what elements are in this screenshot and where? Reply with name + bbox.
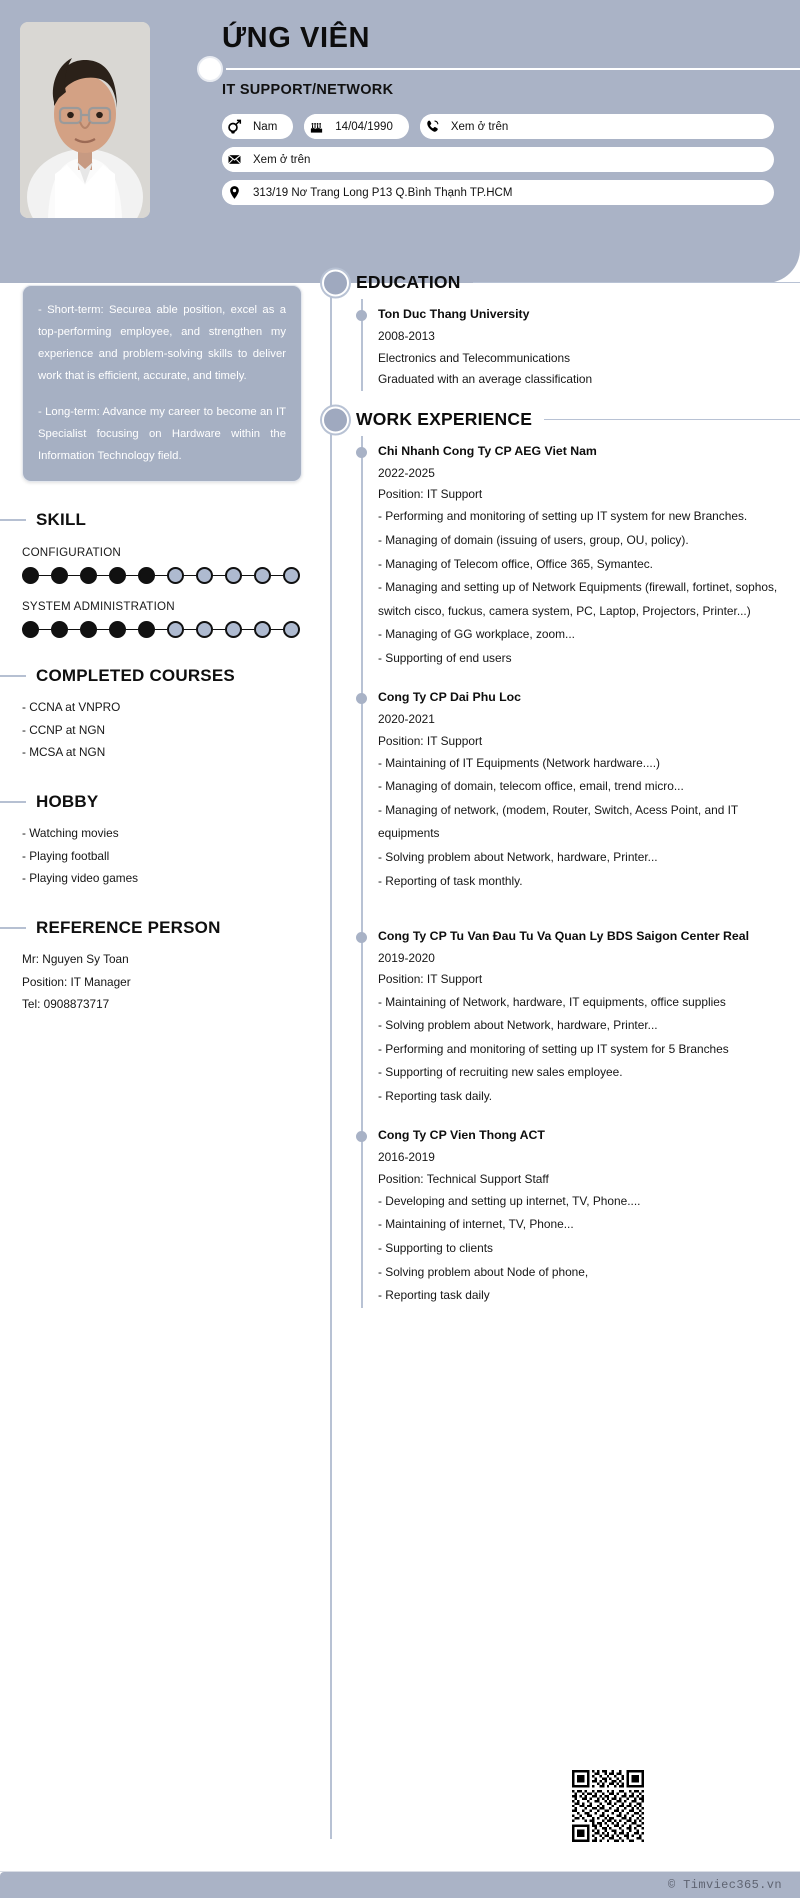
skill-dot-link xyxy=(184,629,196,630)
skill-dot-link xyxy=(242,575,254,576)
education-years: 2008-2013 xyxy=(378,329,435,344)
objective-long-term: - Long-term: Advance my career to become an IT Specialist focusing on Hardware within the Information Technology field. xyxy=(38,406,286,463)
work-bullet: - Maintaining of Network, hardware, IT equipments, office supplies xyxy=(378,994,726,1009)
work-bullet: - Solving problem about Network, hardware, Printer... xyxy=(378,850,658,865)
skill-dot-link xyxy=(68,629,80,630)
list-item: - CCNP at NGN xyxy=(22,722,106,737)
skill-dot xyxy=(51,567,68,584)
reference-details xyxy=(22,948,310,1016)
contact-pill-birthday-label: 14/04/1990 xyxy=(335,120,393,133)
birthday-cake-icon xyxy=(304,114,329,139)
work-bullet: - Managing and setting up of Network Equipments (firewall, fortinet, sophos, switch cisco, fuckus, camera system, PC, Laptop, Projectors, Printer...) xyxy=(378,580,778,618)
qr-code-icon xyxy=(572,1770,644,1842)
work-company: Cong Ty CP Dai Phu Loc xyxy=(378,690,522,705)
education-section xyxy=(322,272,800,391)
contact-pill-email xyxy=(222,147,774,172)
contact-pill-email-label: Xem ở trên xyxy=(253,153,311,166)
header-accent-dot xyxy=(197,56,223,82)
qr-code[interactable] xyxy=(572,1770,644,1842)
skill-dot-link xyxy=(242,629,254,630)
contact-pill-row-1 xyxy=(222,114,774,139)
work-bullet: - Managing of Telecom office, Office 365, Symantec. xyxy=(378,556,653,571)
skill-dot xyxy=(225,567,242,584)
section-dash-icon xyxy=(0,927,26,929)
work-bullet: - Reporting task daily xyxy=(378,1288,490,1303)
work-company: Cong Ty CP Vien Thong ACT xyxy=(378,1128,545,1143)
contact-pill-phone xyxy=(420,114,774,139)
skill-dot xyxy=(254,621,271,638)
work-bullet: - Managing of domain, telecom office, email, trend micro... xyxy=(378,779,684,794)
skill-dot-link xyxy=(155,629,167,630)
skill-dot xyxy=(109,621,126,638)
section-rule xyxy=(544,419,800,421)
skill-dot-link xyxy=(213,575,225,576)
contact-pills xyxy=(222,114,774,213)
skill-rating-0 xyxy=(22,567,310,584)
work-bullets xyxy=(378,1190,800,1308)
courses-section xyxy=(22,666,310,764)
skill-dot xyxy=(225,621,242,638)
education-school: Ton Duc Thang University xyxy=(378,307,530,321)
work-bullet: - Maintaining of internet, TV, Phone... xyxy=(378,1217,574,1232)
skill-dot-link xyxy=(271,629,283,630)
list-item: - Watching movies xyxy=(22,826,119,841)
footer xyxy=(0,1872,800,1898)
skill-dot xyxy=(51,621,68,638)
section-dash-icon xyxy=(0,519,26,521)
avatar xyxy=(20,22,150,218)
work-bullets xyxy=(378,991,800,1109)
work-entry xyxy=(378,688,800,893)
work-years: 2020-2021 xyxy=(378,712,435,727)
work-entry xyxy=(378,1126,800,1307)
header-accent-line xyxy=(226,68,800,70)
work-bullet: - Supporting to clients xyxy=(378,1240,494,1255)
skill-dot xyxy=(167,567,184,584)
education-section-head xyxy=(356,272,800,293)
skill-dot xyxy=(167,621,184,638)
skill-dot xyxy=(80,567,97,584)
reference-tel: Tel: 0908873717 xyxy=(22,997,110,1012)
list-item: - Playing video games xyxy=(22,871,139,886)
job-title: IT SUPPORT/NETWORK xyxy=(222,82,394,98)
work-position: Position: IT Support xyxy=(378,972,483,987)
courses-heading: COMPLETED COURSES xyxy=(36,666,235,686)
skill-dot-link xyxy=(97,575,109,576)
phone-icon xyxy=(420,114,445,139)
left-column xyxy=(0,283,330,1016)
skill-dot xyxy=(138,621,155,638)
skill-dot-link xyxy=(155,575,167,576)
work-position: Position: Technical Support Staff xyxy=(378,1171,549,1186)
reference-name: Mr: Nguyen Sy Toan xyxy=(22,951,129,966)
contact-pill-row-3 xyxy=(222,180,774,205)
courses-list xyxy=(22,696,310,764)
skill-dot-link xyxy=(97,629,109,630)
work-bullet: - Performing and monitoring of setting up IT system for 5 Branches xyxy=(378,1041,729,1056)
envelope-icon xyxy=(222,147,247,172)
work-position: Position: IT Support xyxy=(378,487,483,502)
work-bullet: - Reporting of task monthly. xyxy=(378,873,523,888)
skill-item-label-0: CONFIGURATION xyxy=(22,546,121,560)
hobby-list xyxy=(22,822,310,890)
timeline-ring-icon xyxy=(322,269,349,296)
list-item: - MCSA at NGN xyxy=(22,745,106,760)
skill-dot xyxy=(80,621,97,638)
education-heading: EDUCATION xyxy=(356,272,461,292)
work-position: Position: IT Support xyxy=(378,733,483,748)
contact-pill-address-label: 313/19 Nơ Trang Long P13 Q.Bình Thạnh TP.HCM xyxy=(253,186,513,199)
skill-section xyxy=(22,510,310,638)
contact-pill-birthday xyxy=(304,114,409,139)
contact-pill-gender xyxy=(222,114,293,139)
skill-dot-link xyxy=(213,629,225,630)
skill-dot xyxy=(254,567,271,584)
skill-dot-link xyxy=(39,575,51,576)
work-bullet: - Supporting of end users xyxy=(378,650,512,665)
skill-dot xyxy=(283,567,300,584)
list-item: - Playing football xyxy=(22,848,110,863)
work-bullet: - Developing and setting up internet, TV, Phone.... xyxy=(378,1193,641,1208)
list-item: - CCNA at VNPRO xyxy=(22,700,121,715)
page-title: ỨNG VIÊN xyxy=(222,22,371,54)
work-bullet: - Supporting of recruiting new sales employee. xyxy=(378,1065,623,1080)
skill-dot xyxy=(283,621,300,638)
work-entries xyxy=(356,436,800,1308)
gender-icon xyxy=(222,114,247,139)
work-experience-section xyxy=(322,409,800,1308)
skill-dot xyxy=(138,567,155,584)
work-bullets xyxy=(378,752,800,893)
candidate-photo-icon xyxy=(20,22,150,218)
skill-dot xyxy=(196,567,213,584)
work-years: 2022-2025 xyxy=(378,466,435,481)
objective-short-term: - Short-term: Securea able position, excel as a top-performing employee, and strengthen my experience and problem-solving skills to deliver work that is efficient, accurate, and timely. xyxy=(38,304,286,383)
work-bullet: - Reporting task daily. xyxy=(378,1088,493,1103)
work-company: Cong Ty CP Tu Van Đau Tu Va Quan Ly BDS Saigon Center Real xyxy=(378,929,750,944)
hobby-section-head xyxy=(22,792,310,812)
education-major: Electronics and Telecommunications xyxy=(378,350,571,365)
work-bullet: - Performing and monitoring of setting up IT system for new Branches. xyxy=(378,509,748,524)
contact-pill-gender-label: Nam xyxy=(253,120,278,133)
work-bullets xyxy=(378,505,800,670)
reference-heading: REFERENCE PERSON xyxy=(36,917,221,937)
skill-rating-1 xyxy=(22,621,310,638)
courses-section-head xyxy=(22,666,310,686)
reference-section xyxy=(22,918,310,1016)
work-heading: WORK EXPERIENCE xyxy=(356,409,533,430)
reference-section-head xyxy=(22,918,310,938)
skill-dot-link xyxy=(126,575,138,576)
section-dash-icon xyxy=(0,675,26,677)
work-section-head xyxy=(356,409,800,430)
career-objective xyxy=(22,285,302,482)
work-bullet: - Managing of GG workplace, zoom... xyxy=(378,627,575,642)
work-bullet: - Maintaining of IT Equipments (Network hardware....) xyxy=(378,755,660,770)
cv-header xyxy=(0,0,800,283)
skill-dot xyxy=(22,621,39,638)
skill-dot-link xyxy=(184,575,196,576)
section-dash-icon xyxy=(0,801,26,803)
hobby-section xyxy=(22,792,310,890)
work-company: Chi Nhanh Cong Ty CP AEG Viet Nam xyxy=(378,444,597,459)
skill-dot xyxy=(22,567,39,584)
skill-dot xyxy=(109,567,126,584)
education-result: Graduated with an average classification xyxy=(378,372,593,387)
timeline-ring-icon xyxy=(322,406,349,433)
location-pin-icon xyxy=(222,180,247,205)
work-years: 2019-2020 xyxy=(378,951,435,966)
contact-pill-phone-label: Xem ở trên xyxy=(450,120,509,133)
skill-heading: SKILL xyxy=(36,510,87,530)
work-entry xyxy=(378,442,800,670)
skill-dot xyxy=(196,621,213,638)
work-bullet: - Solving problem about Network, hardware, Printer... xyxy=(378,1018,658,1033)
education-entries xyxy=(356,299,800,391)
skill-dot-link xyxy=(126,629,138,630)
contact-pill-row-2 xyxy=(222,147,774,172)
work-entry xyxy=(378,927,800,1108)
reference-position: Position: IT Manager xyxy=(22,974,131,989)
skill-dot-link xyxy=(271,575,283,576)
skill-dot-link xyxy=(39,629,51,630)
work-years: 2016-2019 xyxy=(378,1150,435,1165)
hobby-heading: HOBBY xyxy=(36,792,99,812)
skill-section-head xyxy=(22,510,310,530)
skill-dot-link xyxy=(68,575,80,576)
work-bullet: - Solving problem about Node of phone, xyxy=(378,1264,589,1279)
work-bullet: - Managing of domain (issuing of users, group, OU, policy). xyxy=(378,533,689,547)
right-column xyxy=(322,272,800,1326)
education-entry xyxy=(378,305,800,391)
contact-pill-address xyxy=(222,180,774,205)
section-rule xyxy=(473,282,800,284)
work-bullet: - Managing of network, (modem, Router, Switch, Acess Point, and IT equipments xyxy=(378,802,738,841)
footer-copyright: © Timviec365.vn xyxy=(667,1878,782,1892)
skill-item-label-1: SYSTEM ADMINISTRATION xyxy=(22,600,175,614)
